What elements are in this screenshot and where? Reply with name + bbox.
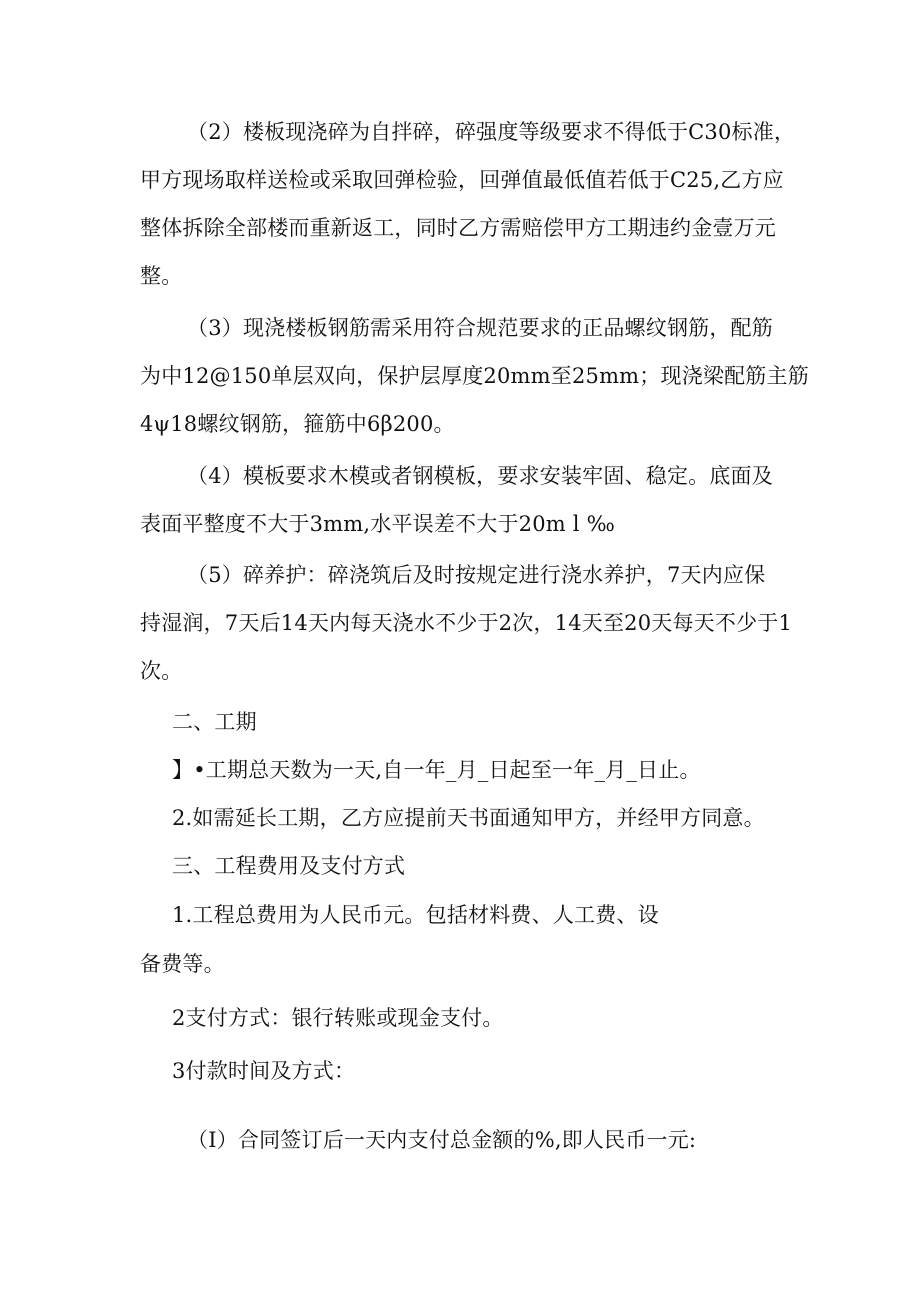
paragraph-line-2: 甲方现场取样送检或采取回弹检验，回弹值最低值若低于C25,乙方应 xyxy=(140,168,784,192)
paragraph-line-21: （I）合同签订后一天内支付总金额的%,即人民币一元: xyxy=(187,1128,697,1152)
paragraph-line-6: 为中12@150单层双向，保护层厚度20mm至25mm；现浇梁配筋主筋 xyxy=(140,364,809,388)
paragraph-line-7: 4ψ18螺纹钢筋，箍筋中6β200。 xyxy=(140,412,455,436)
paragraph-line-14: 】•工期总天数为一天,自一年_月_日起至一年_月_日止。 xyxy=(172,758,701,782)
paragraph-line-4: 整。 xyxy=(140,264,183,288)
paragraph-line-3: 整体拆除全部楼而重新返工，同时乙方需赔偿甲方工期违约金壹万元 xyxy=(140,216,776,240)
paragraph-line-17: 1.工程总费用为人民币元。包括材料费、人工费、设 xyxy=(172,903,659,927)
section-heading-schedule: 二、工期 xyxy=(172,710,257,734)
paragraph-line-9: 表面平整度不大于3mm,水平误差不大于20m l ‰ xyxy=(140,512,615,536)
paragraph-line-18: 备费等。 xyxy=(140,952,225,976)
paragraph-line-19: 2支付方式：银行转账或现金支付。 xyxy=(172,1006,504,1030)
paragraph-line-10: （5）碎养护：碎浇筑后及时按规定进行浇水养护，7天内应保 xyxy=(187,563,766,587)
paragraph-line-8: （4）模板要求木模或者钢模板，要求安装牢固、稳定。底面及 xyxy=(187,464,773,488)
paragraph-line-11: 持湿润，7天后14天内每天浇水不少于2次，14天至20天每天不少于1 xyxy=(140,611,793,635)
paragraph-line-15: 2.如需延长工期，乙方应提前天书面通知甲方，并经甲方同意。 xyxy=(172,806,765,830)
paragraph-line-1: （2）楼板现浇碎为自拌碎，碎强度等级要求不得低于C30标准， xyxy=(187,120,796,144)
section-heading-fees: 三、工程费用及支付方式 xyxy=(172,854,406,878)
paragraph-line-20: 3付款时间及方式： xyxy=(172,1059,356,1083)
paragraph-line-5: （3）现浇楼板钢筋需采用符合规范要求的正品螺纹钢筋，配筋 xyxy=(187,316,773,340)
paragraph-line-12: 次。 xyxy=(140,659,183,683)
